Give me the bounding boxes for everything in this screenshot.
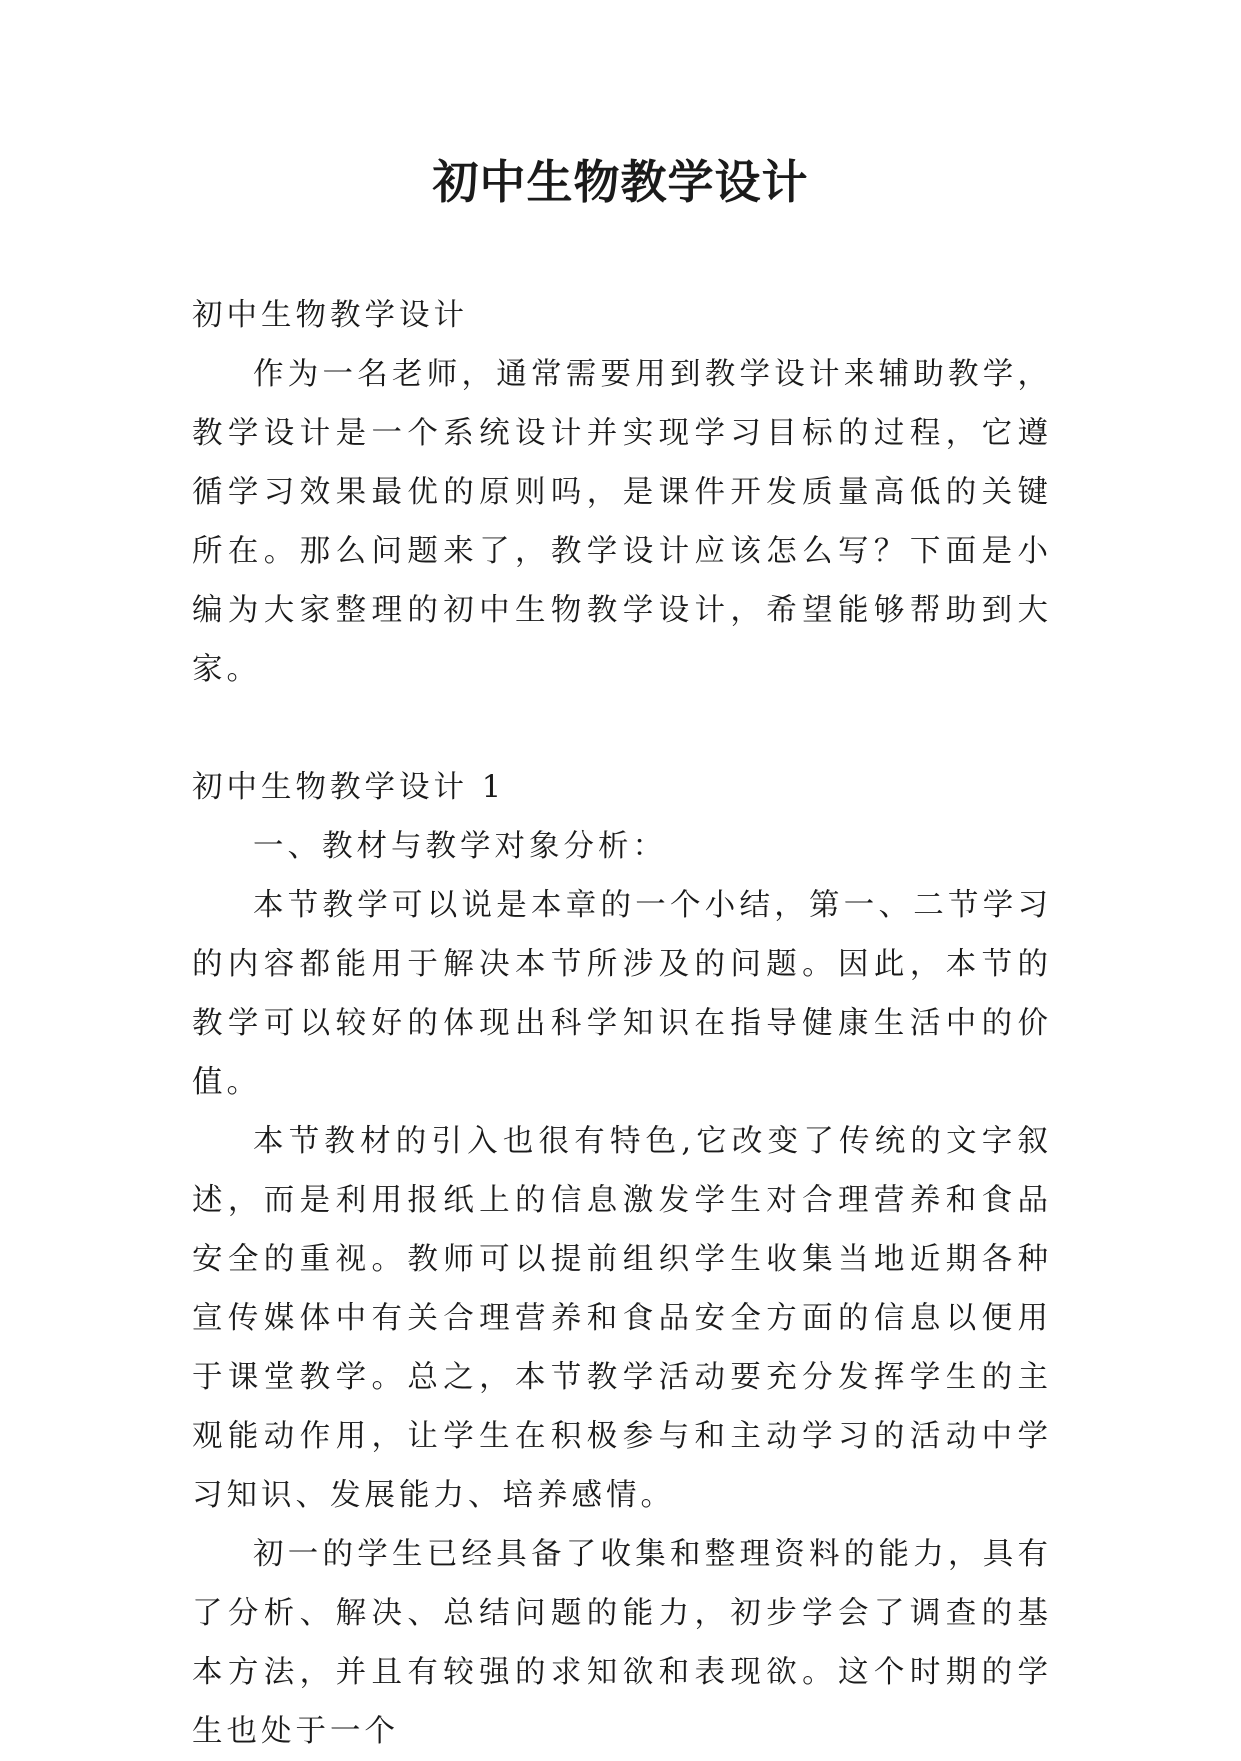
section-paragraph-2: 本节教材的引入也很有特色,它改变了传统的文字叙述，而是利用报纸上的信息激发学生对合理营养和食品安全的重视。教师可以提前组织学生收集当地近期各种宣传媒体中有关合理营养和食品安全方面的信息以便用于课堂教学。总之，本节教学活动要充分发挥学生的主观能动作用，让学生在积极参与和主动学习的活动中学习知识、发展能力、培养感情。 [192,1124,1052,1513]
section-paragraph-1: 本节教学可以说是本章的一个小结，第一、二节学习的内容都能用于解决本节所涉及的问题。因此，本节的教学可以较好的体现出科学知识在指导健康生活中的价值。 [192,888,1052,1100]
paragraph-spacer [192,699,1052,758]
document-title: 初中生物教学设计 [432,155,809,209]
intro-paragraph: 作为一名老师，通常需要用到教学设计来辅助教学，教学设计是一个系统设计并实现学习目标的过程，它遵循学习效果最优的原则吗，是课件开发质量高低的关键所在。那么问题来了，教学设计应该怎么写？下面是小编为大家整理的初中生物教学设计，希望能够帮助到大家。 [192,357,1052,687]
section-heading: 初中生物教学设计 1 [192,770,506,805]
document-body [192,286,1052,1761]
section-paragraph-3: 初一的学生已经具备了收集和整理资料的能力，具有了分析、解决、总结问题的能力，初步学会了调查的基本方法，并且有较强的求知欲和表现欲。这个时期的学生也处于一个 [192,1537,1052,1749]
document-subtitle: 初中生物教学设计 [192,298,468,333]
section-subheading: 一、教材与教学对象分析： [253,829,667,864]
